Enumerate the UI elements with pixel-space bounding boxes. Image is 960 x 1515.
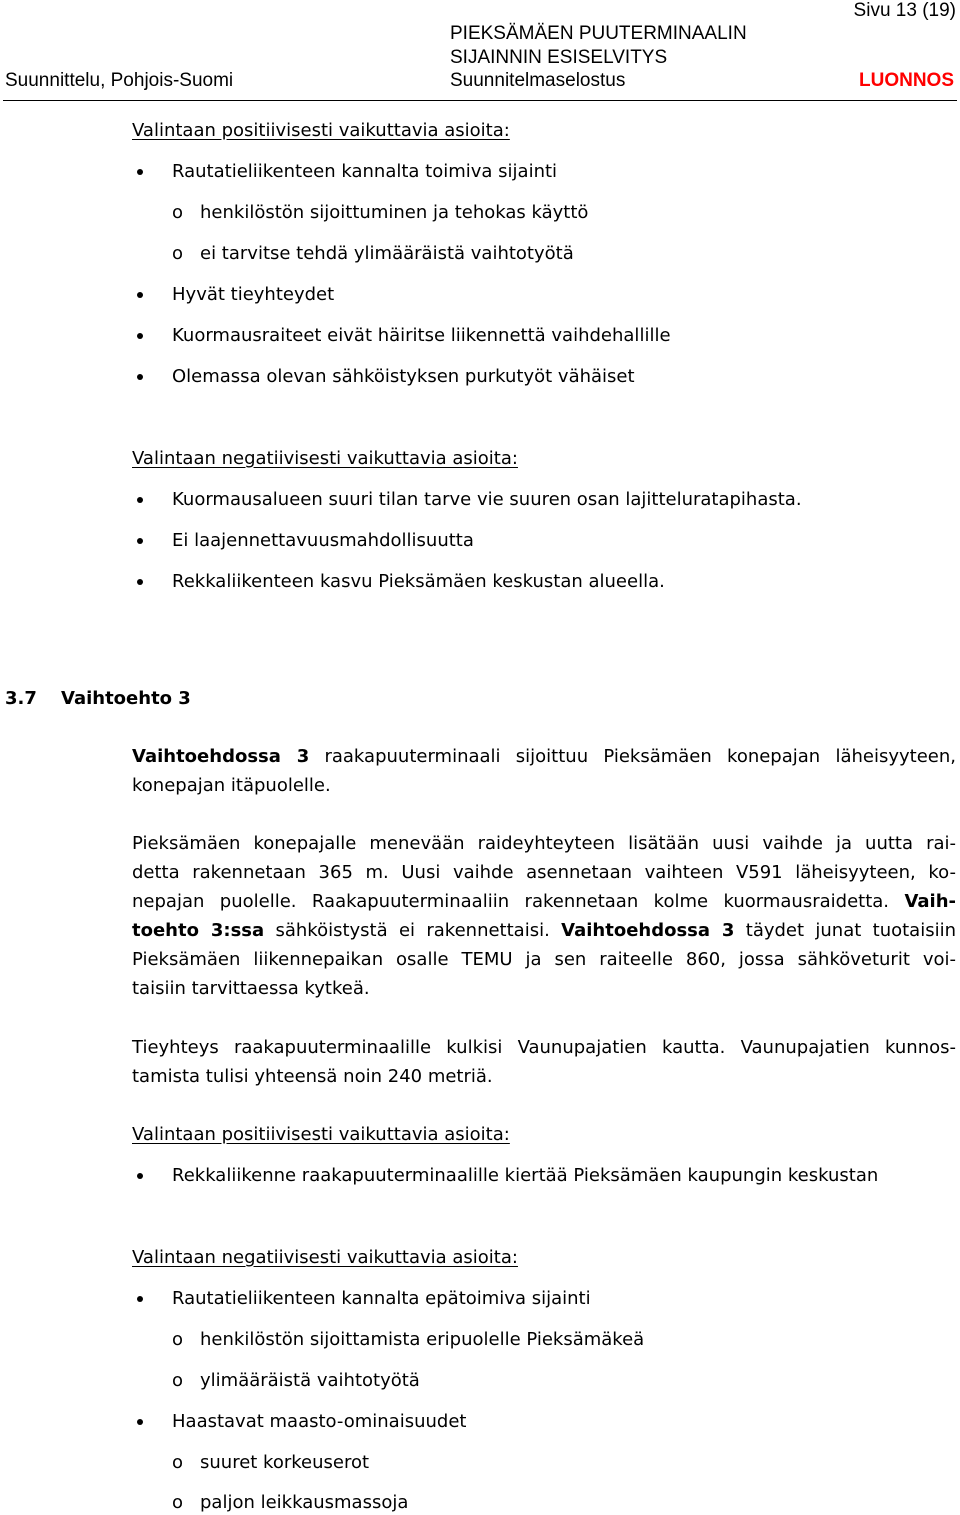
sub-bullet-icon: o [172, 243, 184, 264]
text-line: Tieyhteys raakapuuterminaalille kulkisi Vaunupajatien kautta. Vaunupajatien kunnos- [132, 1037, 956, 1058]
text-line: tamista tulisi yhteensä noin 240 metriä. [132, 1066, 493, 1087]
bold-term: Vaihtoehdossa 3 [132, 746, 310, 767]
bullet-icon [137, 333, 143, 339]
paragraph-1 [132, 742, 956, 800]
text-run: sähköistystä ei rakennettaisi. [264, 920, 562, 941]
text-line: Pieksämäen liikennepaikan osalle TEMU ja sen raiteelle 860, jossa sähköveturit voi- [132, 949, 956, 970]
sub-list-item: ei tarvitse tehdä ylimääräistä vaihtotyötä [200, 243, 574, 264]
sub-list-item: henkilöstön sijoittuminen ja tehokas käyttö [200, 202, 589, 223]
sub-bullet-icon: o [172, 202, 184, 223]
text-run: raakapuuterminaali sijoittuu Pieksämäen konepajan läheisyyteen, [309, 746, 956, 767]
draft-status: LUONNOS [859, 70, 954, 91]
bullet-icon [137, 579, 143, 585]
document-title-line1: PIEKSÄMÄEN PUUTERMINAALIN [450, 23, 747, 44]
bullet-icon [137, 1419, 143, 1425]
bullet-icon [137, 169, 143, 175]
text-line: konepajan itäpuolelle. [132, 775, 331, 796]
list-item: Kuormausraiteet eivät häiritse liikennettä vaihdehallille [172, 325, 671, 346]
bullet-icon [137, 497, 143, 503]
sub-bullet-icon: o [172, 1452, 184, 1473]
list-item: Rekkaliikenteen kasvu Pieksämäen keskustan alueella. [172, 571, 665, 592]
bold-term: toehto 3:ssa [132, 920, 265, 941]
document-title-line2: SIJAINNIN ESISELVITYS [450, 47, 668, 68]
text-line: taisiin tarvittaessa kytkeä. [132, 978, 370, 999]
section-number: 3.7 [5, 688, 37, 709]
document-subtitle: Suunnitelmaselostus [450, 70, 626, 91]
header-divider [3, 100, 957, 101]
sub-bullet-icon: o [172, 1492, 184, 1513]
bullet-icon [137, 1173, 143, 1179]
list-item: Rekkaliikenne raakapuuterminaalille kiertää Pieksämäen kaupungin keskustan [172, 1165, 879, 1186]
section-title: Vaihtoehto 3 [61, 688, 191, 709]
bullet-icon [137, 292, 143, 298]
sub-list-item: henkilöstön sijoittamista eripuolelle Pieksämäkeä [200, 1329, 645, 1350]
paragraph-2 [132, 829, 956, 1003]
sub-bullet-icon: o [172, 1329, 184, 1350]
bold-term: Vaihtoehdossa 3 [561, 920, 735, 941]
paragraph-3 [132, 1033, 956, 1091]
list-item: Kuormausalueen suuri tilan tarve vie suuren osan lajitteluratapihasta. [172, 489, 802, 510]
positive-heading: Valintaan positiivisesti vaikuttavia asioita: [132, 120, 510, 141]
sub-bullet-icon: o [172, 1370, 184, 1391]
text-run: täydet junat tuotaisiin [734, 920, 956, 941]
sub-list-item: ylimääräistä vaihtotyötä [200, 1370, 420, 1391]
text-run: nepajan puolelle. Raakapuuterminaaliin rakennetaan kolme kuormausraidetta. [132, 891, 905, 912]
list-item: Rautatieliikenteen kannalta epätoimiva sijainti [172, 1288, 591, 1309]
text-line: detta rakennetaan 365 m. Uusi vaihde asennetaan vaihteen V591 läheisyyteen, ko- [132, 862, 956, 883]
negative-heading: Valintaan negatiivisesti vaikuttavia asioita: [132, 448, 518, 469]
negative-heading: Valintaan negatiivisesti vaikuttavia asioita: [132, 1247, 518, 1268]
page-number: Sivu 13 (19) [853, 0, 956, 21]
organization: Suunnittelu, Pohjois-Suomi [5, 70, 234, 91]
bullet-icon [137, 1296, 143, 1302]
list-item: Haastavat maasto-ominaisuudet [172, 1411, 467, 1432]
bullet-icon [137, 538, 143, 544]
list-item: Olemassa olevan sähköistyksen purkutyöt vähäiset [172, 366, 635, 387]
bold-term: Vaih- [904, 891, 956, 912]
text-line: Pieksämäen konepajalle menevään raideyhteyteen lisätään uusi vaihde ja uutta rai- [132, 833, 956, 854]
sub-list-item: suuret korkeuserot [200, 1452, 370, 1473]
list-item: Hyvät tieyhteydet [172, 284, 335, 305]
list-item: Rautatieliikenteen kannalta toimiva sijainti [172, 161, 558, 182]
positive-heading: Valintaan positiivisesti vaikuttavia asioita: [132, 1124, 510, 1145]
sub-list-item: paljon leikkausmassoja [200, 1492, 409, 1513]
list-item: Ei laajennettavuusmahdollisuutta [172, 530, 474, 551]
bullet-icon [137, 374, 143, 380]
